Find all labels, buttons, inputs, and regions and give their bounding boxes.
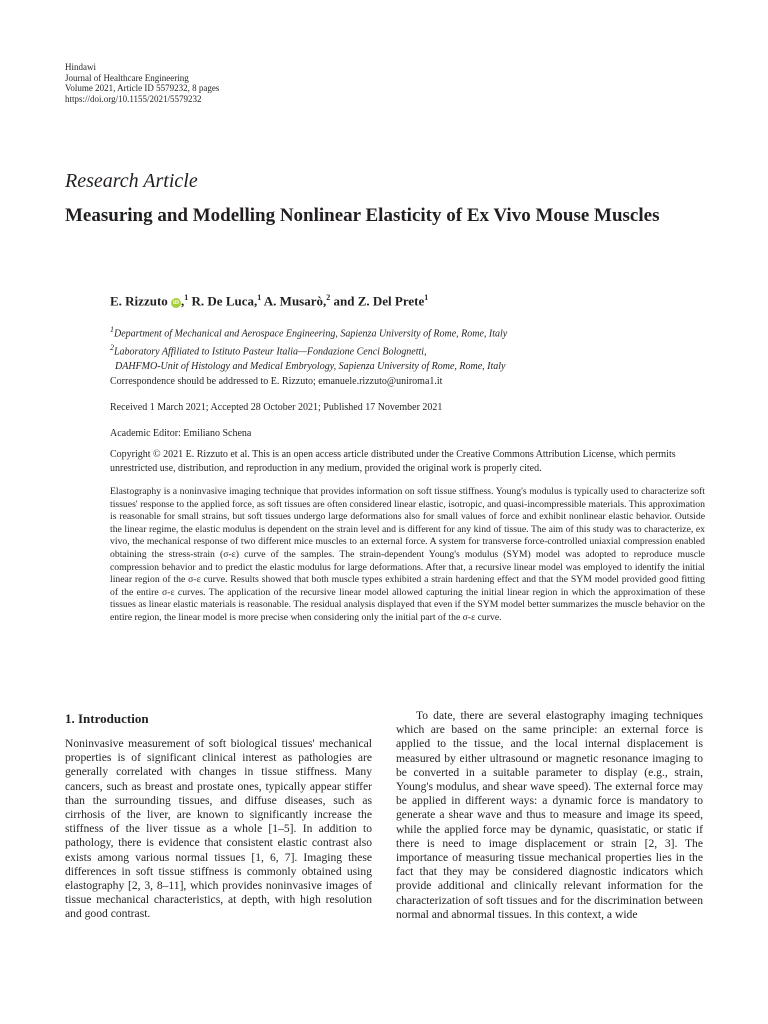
author-3: A. Musarò, [263, 293, 327, 309]
author-4: and Z. Del Prete [333, 293, 425, 309]
doi-link[interactable]: https://doi.org/10.1155/2021/5579232 [65, 93, 202, 104]
orcid-icon[interactable]: iD [173, 300, 180, 307]
journal-header [65, 62, 219, 104]
author-list: E. Rizzuto iD ,$^1$ R. De Luca,$^1$ A. Musarò,$^2$ and Z. Del Prete$^1$ [110, 293, 429, 309]
section-heading: 1. Introduction [65, 711, 149, 726]
right-column [396, 709, 703, 922]
paper-title: Measuring and Modelling Nonlinear Elasticity of Ex Vivo Mouse Muscles [65, 205, 660, 226]
author-1: E. Rizzuto [110, 293, 168, 309]
affiliation-1: $^1$Department of Mechanical and Aerospace Engineering, Sapienza University of Rome, Rome, Italy [110, 325, 508, 340]
author-3-affil: 2 [326, 293, 331, 302]
correspondence: Correspondence should be addressed to E. Rizzuto; emanuele.rizzuto@uniroma1.it [110, 376, 443, 387]
affiliation-2-cont: DAHFMO-Unit of Histology and Medical Embryology, Sapienza University of Rome, Rome, Italy [115, 360, 506, 372]
author-2-affil: 1 [257, 293, 262, 302]
academic-editor: Academic Editor: Emiliano Schena [110, 428, 252, 439]
affiliations [110, 323, 507, 374]
volume-info: Volume 2021, Article ID 5579232, 8 pages [65, 83, 220, 93]
author-4-affil: 1 [424, 293, 429, 302]
author-1-affil: 1 [184, 293, 189, 302]
publisher-name: Hindawi [65, 62, 96, 72]
article-type: Research Article [65, 170, 198, 192]
abstract: Elastography is a noninvasive imaging technique that provides information on soft tissue stiffness. Young's modulus is typically used to characterize soft tissues' response to the applied force, as soft tissues are often considered linear elastic, isotropic, and quasi-incompressible materials. This approximation is reasonable for small strains, but soft tissues undergo large deformations also for small values of force and exhibit nonlinear elastic behavior. Outside the linear regime, the elastic modulus is dependent on the strain level and is different for any kind of tissue. The aim of this study was to characterize, ex vivo, the mechanical response of two different mice muscles to an external force. A system for transverse force-controlled uniaxial compression enabled obtaining the stress-strain (σ-ε) curve of the samples. The strain-dependent Young's modulus (SYM) model was adopted to reproduce muscle compression behavior and to predict the elastic modulus for large deformations. After that, a recursive linear model was employed to identify the initial linear region of the σ-ε curve. Results showed that both muscle types exhibited a strain hardening effect and that the SYM model provided good fitting of the entire σ-ε curves. The application of the recursive linear model allowed capturing the initial linear region in which the approximation of these tissues as linear elastic materials is reasonable. The residual analysis displayed that even if the SYM model better summarizes the muscle behavior on the entire region, the linear model is more precise when considering only the initial part of the σ-ε curve. [110, 486, 705, 623]
author-2: R. De Luca, [191, 293, 258, 309]
paragraph: To date, there are several elastography imaging techniques which are based on the same principle: an external force is applied to the tissue, and the local internal displacement is measured by either ultrasound or magnetic resonance imaging to be converted in a suitable parameter to display (e.g., strain, Young's modulus, and shear wave speed). The external force may be applied in different ways: a dynamic force is mandatory to generate a shear wave and thus to measure and image its speed, while the applied force may be dynamic, quasistatic, or static if there is need to image displacement or strain [2, 3]. The importance of measuring tissue mechanical properties lies in the fact that they may be considered diagnostic indicators which provide additional and clinically relevant information for the characterization of soft tissues and for the discrimination between normal and abnormal tissues. In this context, a wide [396, 709, 703, 921]
affiliation-2: $^2$Laboratory Affiliated to Istituto Pasteur Italia—Fondazione Cenci Bolognetti, [110, 343, 427, 358]
left-column [65, 737, 372, 922]
paragraph: Noninvasive measurement of soft biological tissues' mechanical properties is of significant clinical interest as pathologies are generally correlated with changes in tissue stiffness. Many cancers, such as breast and prostate ones, typically appear stiffer than the surrounding tissues, and diffuse diseases, such as cirrhosis of the liver, are known to significantly increase the stiffness of the liver tissue as a whole [1–5]. In addition to pathology, there is evidence that consistent elastic contrast also exists among various normal tissues [1, 6, 7]. Imaging these differences in soft tissue stiffness is commonly obtained using elastography [2, 3, 8–11], which provides noninvasive images of tissue mechanical characteristics, at depth, with high resolution and good contrast. [65, 737, 372, 921]
copyright: Copyright © 2021 E. Rizzuto et al. This is an open access article distributed under the Creative Commons Attribution License, which permits unrestricted use, distribution, and reproduction in any medium, provided the original work is properly cited. [110, 449, 676, 474]
journal-name: Journal of Healthcare Engineering [65, 72, 189, 83]
dates: Received 1 March 2021; Accepted 28 October 2021; Published 17 November 2021 [110, 402, 443, 413]
